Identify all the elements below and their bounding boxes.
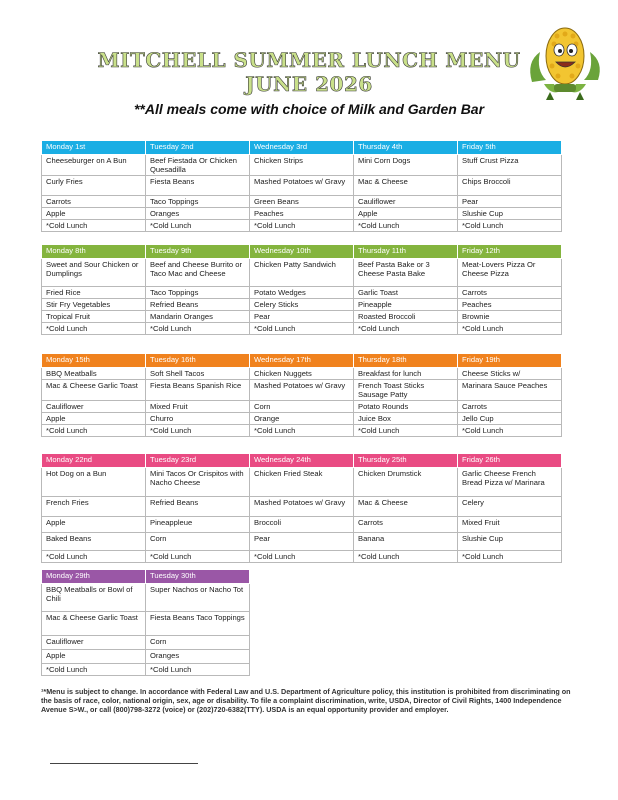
- menu-item: Apple: [42, 517, 146, 533]
- menu-item: Mini Corn Dogs: [354, 155, 458, 176]
- menu-item: Refried Beans: [146, 299, 250, 311]
- menu-item: Mini Tacos Or Crispitos with Nacho Cheese: [146, 468, 250, 497]
- menu-item: Garlic Toast: [354, 287, 458, 299]
- menu-item: Pear: [458, 196, 562, 208]
- side-row: [42, 497, 562, 517]
- corn-mascot-icon: [524, 22, 606, 104]
- menu-item: Beef and Cheese Burrito or Taco Mac and Cheese: [146, 259, 250, 287]
- menu-item: Pineapplеue: [146, 517, 250, 533]
- menu-item: Carrots: [458, 401, 562, 413]
- menu-item: *Cold Lunch: [42, 220, 146, 232]
- menu-item: Curly Fries: [42, 176, 146, 196]
- menu-item: *Cold Lunch: [354, 551, 458, 563]
- menu-item: Mac & Cheese Garlic Toast: [42, 612, 146, 636]
- menu-item: *Cold Lunch: [42, 323, 146, 335]
- week-5-table: [41, 569, 250, 676]
- menu-item: Broccoli: [250, 517, 354, 533]
- menu-item: *Cold Lunch: [354, 425, 458, 437]
- menu-item: Stuff Crust Pizza: [458, 155, 562, 176]
- menu-item: Oranges: [146, 650, 250, 664]
- day-header: Tuesday 30th: [146, 570, 250, 584]
- day-header: Friday 5th: [458, 141, 562, 155]
- menu-item: Chicken Strips: [250, 155, 354, 176]
- side-row: [42, 287, 562, 299]
- vegetable-row: [42, 401, 562, 413]
- day-header: Wednesday 10th: [250, 245, 354, 259]
- menu-item: Apple: [42, 208, 146, 220]
- menu-item: Apple: [42, 650, 146, 664]
- menu-item: Chicken Nuggets: [250, 368, 354, 380]
- cold-lunch-row: [42, 220, 562, 232]
- week-3-header: [42, 354, 562, 368]
- week-2-table: [41, 244, 562, 335]
- menu-item: Potato Wedges: [250, 287, 354, 299]
- day-header: Thursday 4th: [354, 141, 458, 155]
- menu-item: Chips Broccoli: [458, 176, 562, 196]
- subtitle: **All meals come with choice of Milk and Garden Bar: [133, 101, 485, 117]
- menu-item: Meat-Lovers Pizza Or Cheese Pizza: [458, 259, 562, 287]
- menu-item: *Cold Lunch: [146, 551, 250, 563]
- menu-item: Apple: [354, 208, 458, 220]
- fruit-row: [42, 413, 562, 425]
- day-header: Friday 12th: [458, 245, 562, 259]
- menu-item: *Cold Lunch: [250, 323, 354, 335]
- fruit-row: [42, 533, 562, 551]
- menu-item: Fiesta Beans: [146, 176, 250, 196]
- menu-item: French Fries: [42, 497, 146, 517]
- day-header: Wednesday 17th: [250, 354, 354, 368]
- menu-item: BBQ Meatballs or Bowl of Chili: [42, 584, 146, 612]
- menu-item: *Cold Lunch: [354, 220, 458, 232]
- menu-item: Breakfast for lunch: [354, 368, 458, 380]
- vegetable-row: [42, 196, 562, 208]
- menu-item: Celery: [458, 497, 562, 517]
- day-header: Thursday 11th: [354, 245, 458, 259]
- menu-item: Pear: [250, 533, 354, 551]
- day-header: Wednesday 3rd: [250, 141, 354, 155]
- menu-item: Juice Box: [354, 413, 458, 425]
- menu-item: Garlic Cheese French Bread Pizza w/ Marinara: [458, 468, 562, 497]
- menu-item: *Cold Lunch: [458, 425, 562, 437]
- menu-item: Beef Fiestada Or Chicken Quesadilla: [146, 155, 250, 176]
- week-3-table: [41, 353, 562, 437]
- menu-item: Slushie Cup: [458, 208, 562, 220]
- menu-item: Jello Cup: [458, 413, 562, 425]
- menu-item: BBQ Meatballs: [42, 368, 146, 380]
- menu-item: *Cold Lunch: [146, 425, 250, 437]
- week-1-header: [42, 141, 562, 155]
- menu-item: Apple: [42, 413, 146, 425]
- menu-item: *Cold Lunch: [42, 664, 146, 676]
- day-header: Monday 22nd: [42, 454, 146, 468]
- menu-item: Brownie: [458, 311, 562, 323]
- day-header: Monday 8th: [42, 245, 146, 259]
- menu-item: Taco Toppings: [146, 287, 250, 299]
- cold-lunch-row: [42, 323, 562, 335]
- menu-item: Corn: [250, 401, 354, 413]
- usda-footnote: ¹*Menu is subject to change. In accordance with Federal Law and U.S. Department of Agriculture policy, this institution is prohibited from discriminating on the basis of race, color, national origin, sex, age or disability. To file a complaint discrimination, write, USDA, Director of Civil Rights, 1400 Independence Avenue S>W., or call (800)798-3272 (voice) or (202)720-6382(TTY). USDA is an equal opportunity provider and employer.: [41, 687, 571, 715]
- menu-item: Corn: [146, 636, 250, 650]
- menu-item: Cheeseburger on A Bun: [42, 155, 146, 176]
- day-header: Monday 1st: [42, 141, 146, 155]
- menu-item: Super Nachos or Nacho Tot: [146, 584, 250, 612]
- menu-item: Cheese Sticks w/: [458, 368, 562, 380]
- menu-item: Green Beans: [250, 196, 354, 208]
- menu-item: Stir Fry Vegetables: [42, 299, 146, 311]
- menu-item: *Cold Lunch: [146, 664, 250, 676]
- side-row: [42, 176, 562, 196]
- week-1-table: [41, 140, 562, 232]
- menu-item: Oranges: [146, 208, 250, 220]
- day-header: Tuesday 23rd: [146, 454, 250, 468]
- menu-item: French Toast Sticks Sausage Patty: [354, 380, 458, 401]
- menu-item: Chicken Drumstick: [354, 468, 458, 497]
- menu-item: Baked Beans: [42, 533, 146, 551]
- footnote-divider: [50, 763, 198, 764]
- cold-lunch-row: [42, 664, 250, 676]
- menu-item: Taco Toppings: [146, 196, 250, 208]
- menu-item: Carrots: [354, 517, 458, 533]
- menu-item: *Cold Lunch: [458, 551, 562, 563]
- menu-item: Beef Pasta Bake or 3 Cheese Pasta Bake: [354, 259, 458, 287]
- menu-item: *Cold Lunch: [250, 551, 354, 563]
- menu-item: Mixed Fruit: [146, 401, 250, 413]
- menu-item: Mashed Potatoes w/ Gravy: [250, 380, 354, 401]
- menu-item: Roasted Broccoli: [354, 311, 458, 323]
- menu-item: Mashed Potatoes w/ Gravy: [250, 497, 354, 517]
- day-header: Monday 15th: [42, 354, 146, 368]
- side-row: [42, 380, 562, 401]
- menu-item: *Cold Lunch: [42, 551, 146, 563]
- menu-item: Fiesta Beans Spanish Rice: [146, 380, 250, 401]
- day-header: Tuesday 16th: [146, 354, 250, 368]
- side-row: [42, 612, 250, 636]
- menu-item: Refried Beans: [146, 497, 250, 517]
- menu-item: Mac & Cheese Garlic Toast: [42, 380, 146, 401]
- menu-item: Mashed Potatoes w/ Gravy: [250, 176, 354, 196]
- menu-item: Banana: [354, 533, 458, 551]
- menu-item: Chicken Fried Steak: [250, 468, 354, 497]
- menu-item: Pear: [250, 311, 354, 323]
- menu-item: Cauliflower: [354, 196, 458, 208]
- week-4-header: [42, 454, 562, 468]
- menu-item: Chicken Patty Sandwich: [250, 259, 354, 287]
- day-header: Friday 26th: [458, 454, 562, 468]
- menu-item: *Cold Lunch: [250, 220, 354, 232]
- menu-item: Cauliflower: [42, 636, 146, 650]
- menu-item: Slushie Cup: [458, 533, 562, 551]
- menu-item: Fried Rice: [42, 287, 146, 299]
- week-5-header: [42, 570, 250, 584]
- fruit-row: [42, 650, 250, 664]
- menu-title: MITCHELL SUMMER LUNCH MENU: [97, 48, 521, 72]
- vegetable-row: [42, 517, 562, 533]
- vegetable-row: [42, 636, 250, 650]
- menu-item: Mixed Fruit: [458, 517, 562, 533]
- menu-item: *Cold Lunch: [250, 425, 354, 437]
- week-2-header: [42, 245, 562, 259]
- entree-row: [42, 584, 250, 612]
- fruit-row: [42, 311, 562, 323]
- menu-item: Mandarin Oranges: [146, 311, 250, 323]
- menu-item: Mac & Cheese: [354, 497, 458, 517]
- menu-item: Hot Dog on a Bun: [42, 468, 146, 497]
- menu-item: Carrots: [458, 287, 562, 299]
- menu-item: *Cold Lunch: [146, 220, 250, 232]
- menu-item: *Cold Lunch: [42, 425, 146, 437]
- menu-item: Fiesta Beans Taco Toppings: [146, 612, 250, 636]
- menu-item: Tropical Fruit: [42, 311, 146, 323]
- entree-row: [42, 468, 562, 497]
- day-header: Wednesday 24th: [250, 454, 354, 468]
- menu-item: Churro: [146, 413, 250, 425]
- cold-lunch-row: [42, 551, 562, 563]
- day-header: Thursday 18th: [354, 354, 458, 368]
- day-header: Monday 29th: [42, 570, 146, 584]
- week-4-table: [41, 453, 562, 563]
- menu-item: Peaches: [250, 208, 354, 220]
- menu-item: Corn: [146, 533, 250, 551]
- menu-item: Mac & Cheese: [354, 176, 458, 196]
- menu-item: Soft Shell Tacos: [146, 368, 250, 380]
- menu-item: Peaches: [458, 299, 562, 311]
- menu-item: *Cold Lunch: [354, 323, 458, 335]
- menu-item: *Cold Lunch: [458, 323, 562, 335]
- menu-item: Marinara Sauce Peaches: [458, 380, 562, 401]
- menu-item: Sweet and Sour Chicken or Dumplings: [42, 259, 146, 287]
- day-header: Friday 19th: [458, 354, 562, 368]
- menu-item: Orange: [250, 413, 354, 425]
- menu-item: Potato Rounds: [354, 401, 458, 413]
- menu-item: *Cold Lunch: [458, 220, 562, 232]
- menu-item: *Cold Lunch: [146, 323, 250, 335]
- menu-item: Pineapple: [354, 299, 458, 311]
- entree-row: [42, 155, 562, 176]
- cold-lunch-row: [42, 425, 562, 437]
- vegetable-row: [42, 299, 562, 311]
- day-header: Tuesday 2nd: [146, 141, 250, 155]
- menu-item: Cauliflower: [42, 401, 146, 413]
- day-header: Tuesday 9th: [146, 245, 250, 259]
- fruit-row: [42, 208, 562, 220]
- menu-item: Carrots: [42, 196, 146, 208]
- menu-item: Celery Sticks: [250, 299, 354, 311]
- entree-row: [42, 368, 562, 380]
- entree-row: [42, 259, 562, 287]
- day-header: Thursday 25th: [354, 454, 458, 468]
- menu-month: JUNE 2026: [245, 72, 373, 96]
